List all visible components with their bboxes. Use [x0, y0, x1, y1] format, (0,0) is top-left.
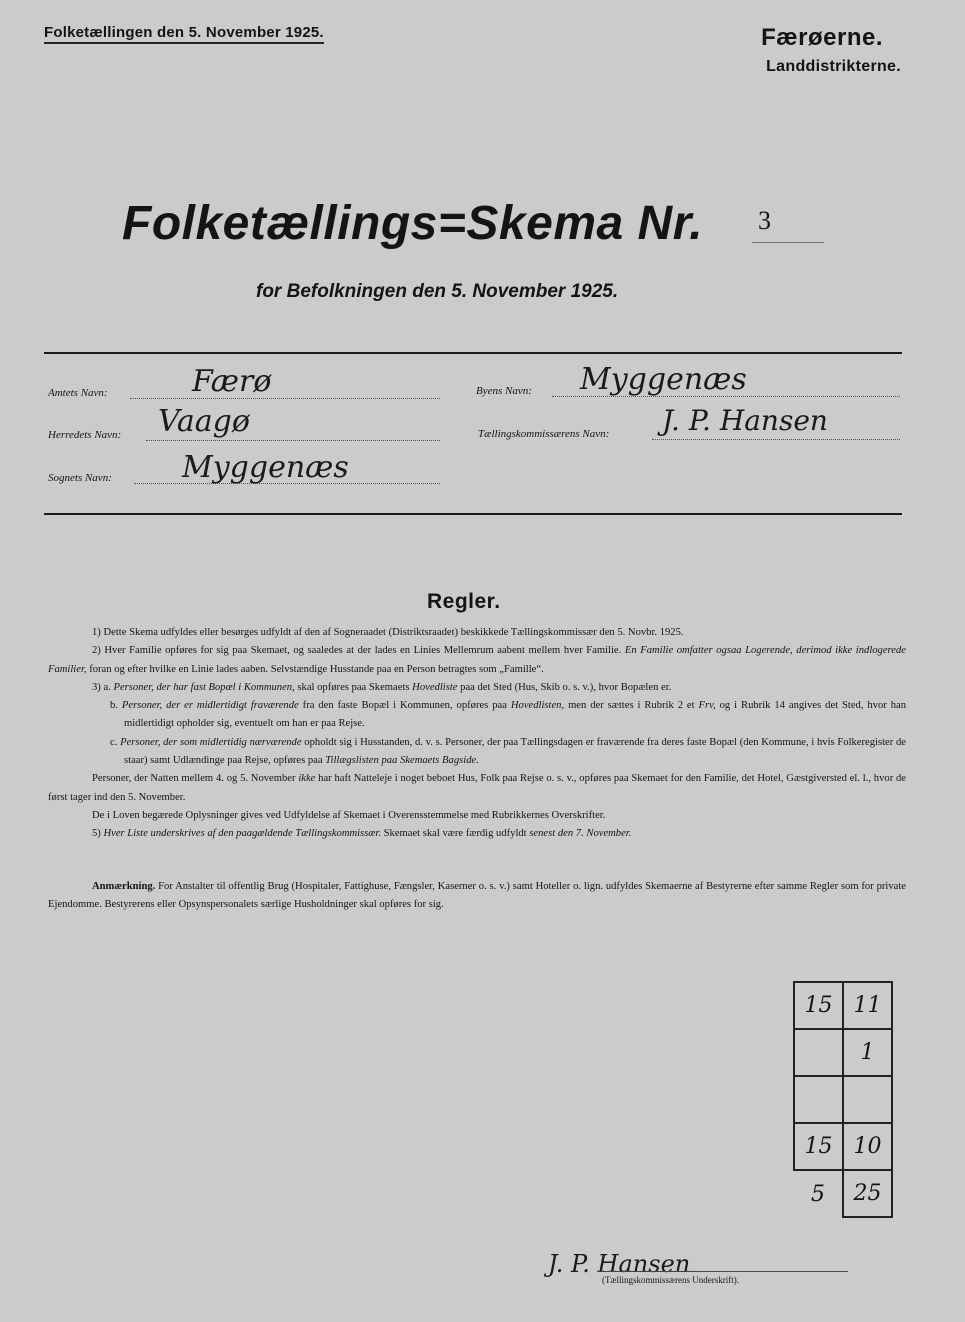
note-block	[48, 878, 906, 915]
form-title: Folketællings=Skema Nr.	[122, 197, 704, 250]
census-date-header: Folketællingen den 5. November 1925.	[44, 24, 324, 44]
note-text: For Anstalter til offentlig Brug (Hospitaler, Fattighuse, Fængsler, Kaserner o. s. v.) samt Hoteller o. lign. udfyldes Skemaerne af Bestyrerne efter samme Regler som for private Ejendomme. Bestyrerens eller Opsynspersonalets særlige Husholdninger skal opføres for sig.	[48, 881, 906, 911]
tally-box	[793, 981, 893, 1218]
rule-2: 2) Hver Familie opføres for sig paa Skemaet, og saaledes at der lades en Linies Mellemrum aabent mellem hver Familie. En Familie omfatter ogsaa Logerende, derimod ikke indlogerede Familier, foran og efter hvilke en Linie lades aaben. Selvstændige Husstande paa en Person betragtes som „Famille“.	[48, 645, 906, 675]
tally-cell[interactable]: 10	[843, 1123, 892, 1170]
rule-3a: 3) a. Personer, der har fast Bopæl i Kommunen, skal opføres paa Skemaets Hovedliste paa det Sted (Hus, Skib o. s. v.), hvor Bopælen er.	[92, 681, 672, 693]
herred-label: Herredets Navn:	[48, 429, 122, 441]
tally-row	[794, 1123, 892, 1170]
amt-value[interactable]: Færø	[192, 364, 272, 399]
tally-total-row	[794, 1170, 892, 1217]
signature[interactable]: J. P. Hansen	[548, 1250, 691, 1278]
bottom-divider	[44, 513, 902, 515]
tally-row	[794, 982, 892, 1029]
tally-total-right[interactable]: 25	[843, 1170, 892, 1217]
rule-4: Personer, der Natten mellem 4. og 5. November ikke har haft Natteleje i noget beboet Hus, Folk paa Rejse o. s. v., opføres paa Skemaet for den Familie, det Hotel, Gæstgiversted el. l., hvor de først tager ind den 5. November.	[48, 773, 907, 803]
kommissaer-line	[652, 439, 900, 440]
sogn-value[interactable]: Myggenæs	[182, 450, 349, 485]
tally-cell[interactable]: 15	[794, 1123, 843, 1170]
tally-cell[interactable]	[794, 1076, 843, 1123]
district-header: Landdistrikterne.	[766, 58, 901, 75]
top-divider	[44, 352, 902, 354]
kommissaer-value[interactable]: J. P. Hansen	[662, 404, 828, 437]
signature-line	[598, 1271, 848, 1272]
sogn-label: Sognets Navn:	[48, 472, 112, 484]
form-number: 3	[758, 206, 771, 235]
region-header: Færøerne.	[761, 24, 883, 51]
tally-cell[interactable]	[843, 1076, 892, 1123]
amt-line	[130, 398, 440, 399]
kommissaer-label: Tællingskommissærens Navn:	[478, 428, 610, 440]
tally-row	[794, 1076, 892, 1123]
rule-5: De i Loven begærede Oplysninger gives ved Udfyldelse af Skemaet i Overensstemmelse med Rubrikkernes Overskrifter.	[92, 809, 606, 821]
tally-cell[interactable]: 1	[843, 1029, 892, 1076]
signature-caption: (Tællingskommissærens Underskrift).	[602, 1275, 739, 1285]
tally-total-left[interactable]: 5	[811, 1181, 825, 1207]
rule-3c: c. Personer, der som midlertidig nærværende opholdt sig i Husstanden, d. v. s. Personer, der paa Tællingsdagen er fraværende fra deres faste Bopæl (den Kommune, i hvis Folkeregister de staar) samt Udlændinge paa Rejse, opføres paa Tillægslisten paa Skemaets Bagside.	[110, 736, 907, 767]
note-label: Anmærkning.	[92, 881, 156, 892]
tally-row	[794, 1029, 892, 1076]
form-number-underline	[752, 242, 824, 243]
tally-cell[interactable]: 11	[843, 982, 892, 1029]
herred-value[interactable]: Vaagø	[158, 404, 250, 439]
tally-cell[interactable]	[794, 1029, 843, 1076]
rule-6: 5) Hver Liste underskrives af den paagældende Tællingskommissær. Skemaet skal være færdig udfyldt senest den 7. November.	[92, 828, 632, 840]
rule-3b: b. Personer, der er midlertidigt fraværende fra den faste Bopæl i Kommunen, opføres paa Hovedlisten, men der sættes i Rubrik 2 et Frv, og i Rubrik 14 angives det Sted, hvor han midlertidigt opholder sig, eventuelt om han er paa Rejse.	[110, 700, 907, 730]
by-label: Byens Navn:	[476, 385, 532, 397]
tally-cell[interactable]: 15	[794, 982, 843, 1029]
rule-1: 1) Dette Skema udfyldes eller besørges udfyldt af den af Sogneraadet (Distriktsraadet) beskikkede Tællingskommissær den 5. Novbr. 1925.	[92, 627, 684, 638]
amt-label: Amtets Navn:	[48, 387, 108, 399]
rules-heading: Regler.	[427, 590, 501, 613]
rules-text	[48, 624, 906, 844]
form-subtitle: for Befolkningen den 5. November 1925.	[256, 281, 619, 302]
by-value[interactable]: Myggenæs	[580, 362, 747, 397]
herred-line	[146, 440, 440, 441]
